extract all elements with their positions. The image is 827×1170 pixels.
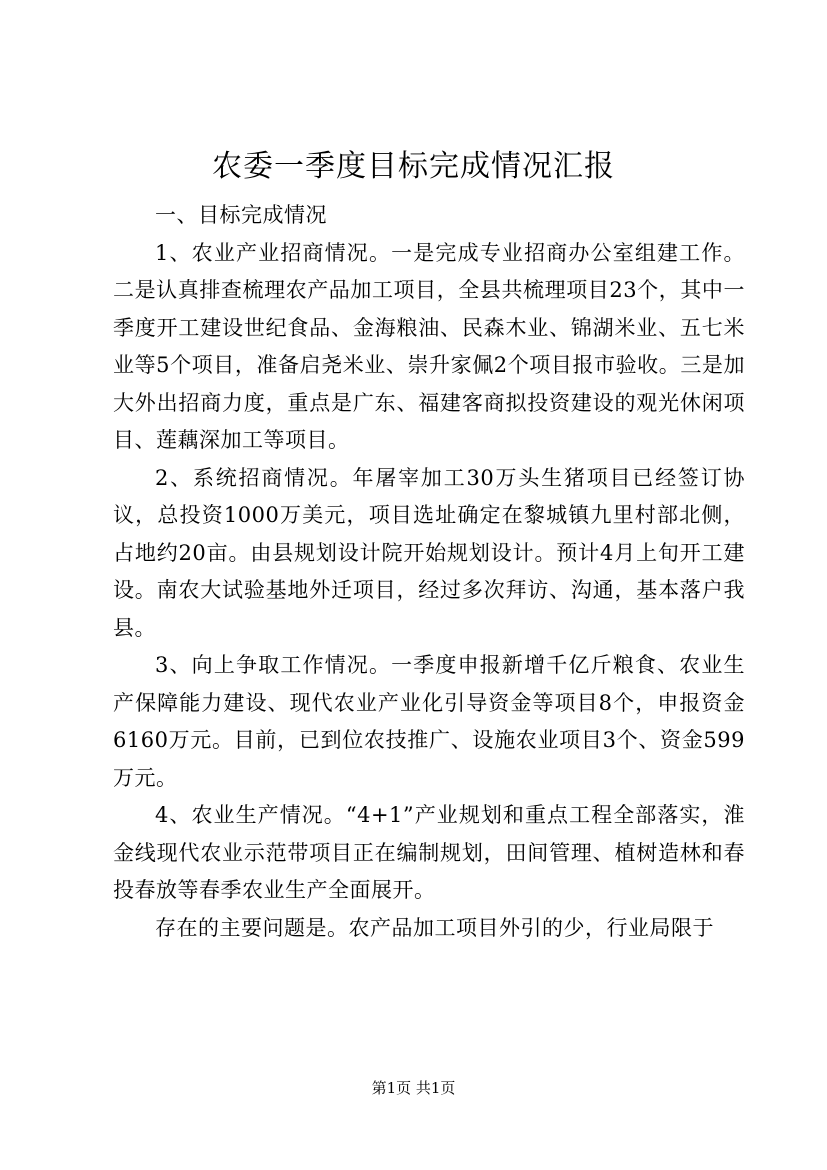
- paragraph-investment: 1、农业产业招商情况。一是完成专业招商办公室组建工作。二是认真排查梳理农产品加工项目，全县共梳理项目23个，其中一季度开工建设世纪食品、金海粮油、民森木业、锦湖米业、五七米业等5个项目，准备启尧米业、崇升家佩2个项目报市验收。三是加大外出招商力度，重点是广东、福建客商拟投资建设的观光休闲项目、莲藕深加工等项目。: [113, 240, 745, 452]
- section-heading: 一、目标完成情况: [155, 203, 327, 227]
- document-body: [113, 197, 745, 947]
- paragraph-system-investment: 2、系统招商情况。年屠宰加工30万头生猪项目已经签订协议，总投资1000万美元，项目选址确定在黎城镇九里村部北侧，占地约20亩。由县规划设计院开始规划设计。预计4月上旬开工建设。南农大试验基地外迁项目，经过多次拜访、沟通，基本落户我县。: [113, 465, 745, 640]
- paragraph-production: 4、农业生产情况。“4+1”产业规划和重点工程全部落实，淮金线现代农业示范带项目正在编制规划，田间管理、植树造林和春投春放等春季农业生产全面展开。: [113, 803, 745, 902]
- paragraph-funding: 3、向上争取工作情况。一季度申报新增千亿斤粮食、农业生产保障能力建设、现代农业产业化引导资金等项目8个，申报资金6160万元。目前，已到位农技推广、设施农业项目3个、资金599万元。: [113, 653, 745, 790]
- page-footer: 第1页 共1页: [371, 1079, 456, 1097]
- document-title: 农委一季度目标完成情况汇报: [212, 149, 615, 184]
- paragraph-problems: 存在的主要问题是。农产品加工项目外引的少，行业局限于: [155, 915, 714, 940]
